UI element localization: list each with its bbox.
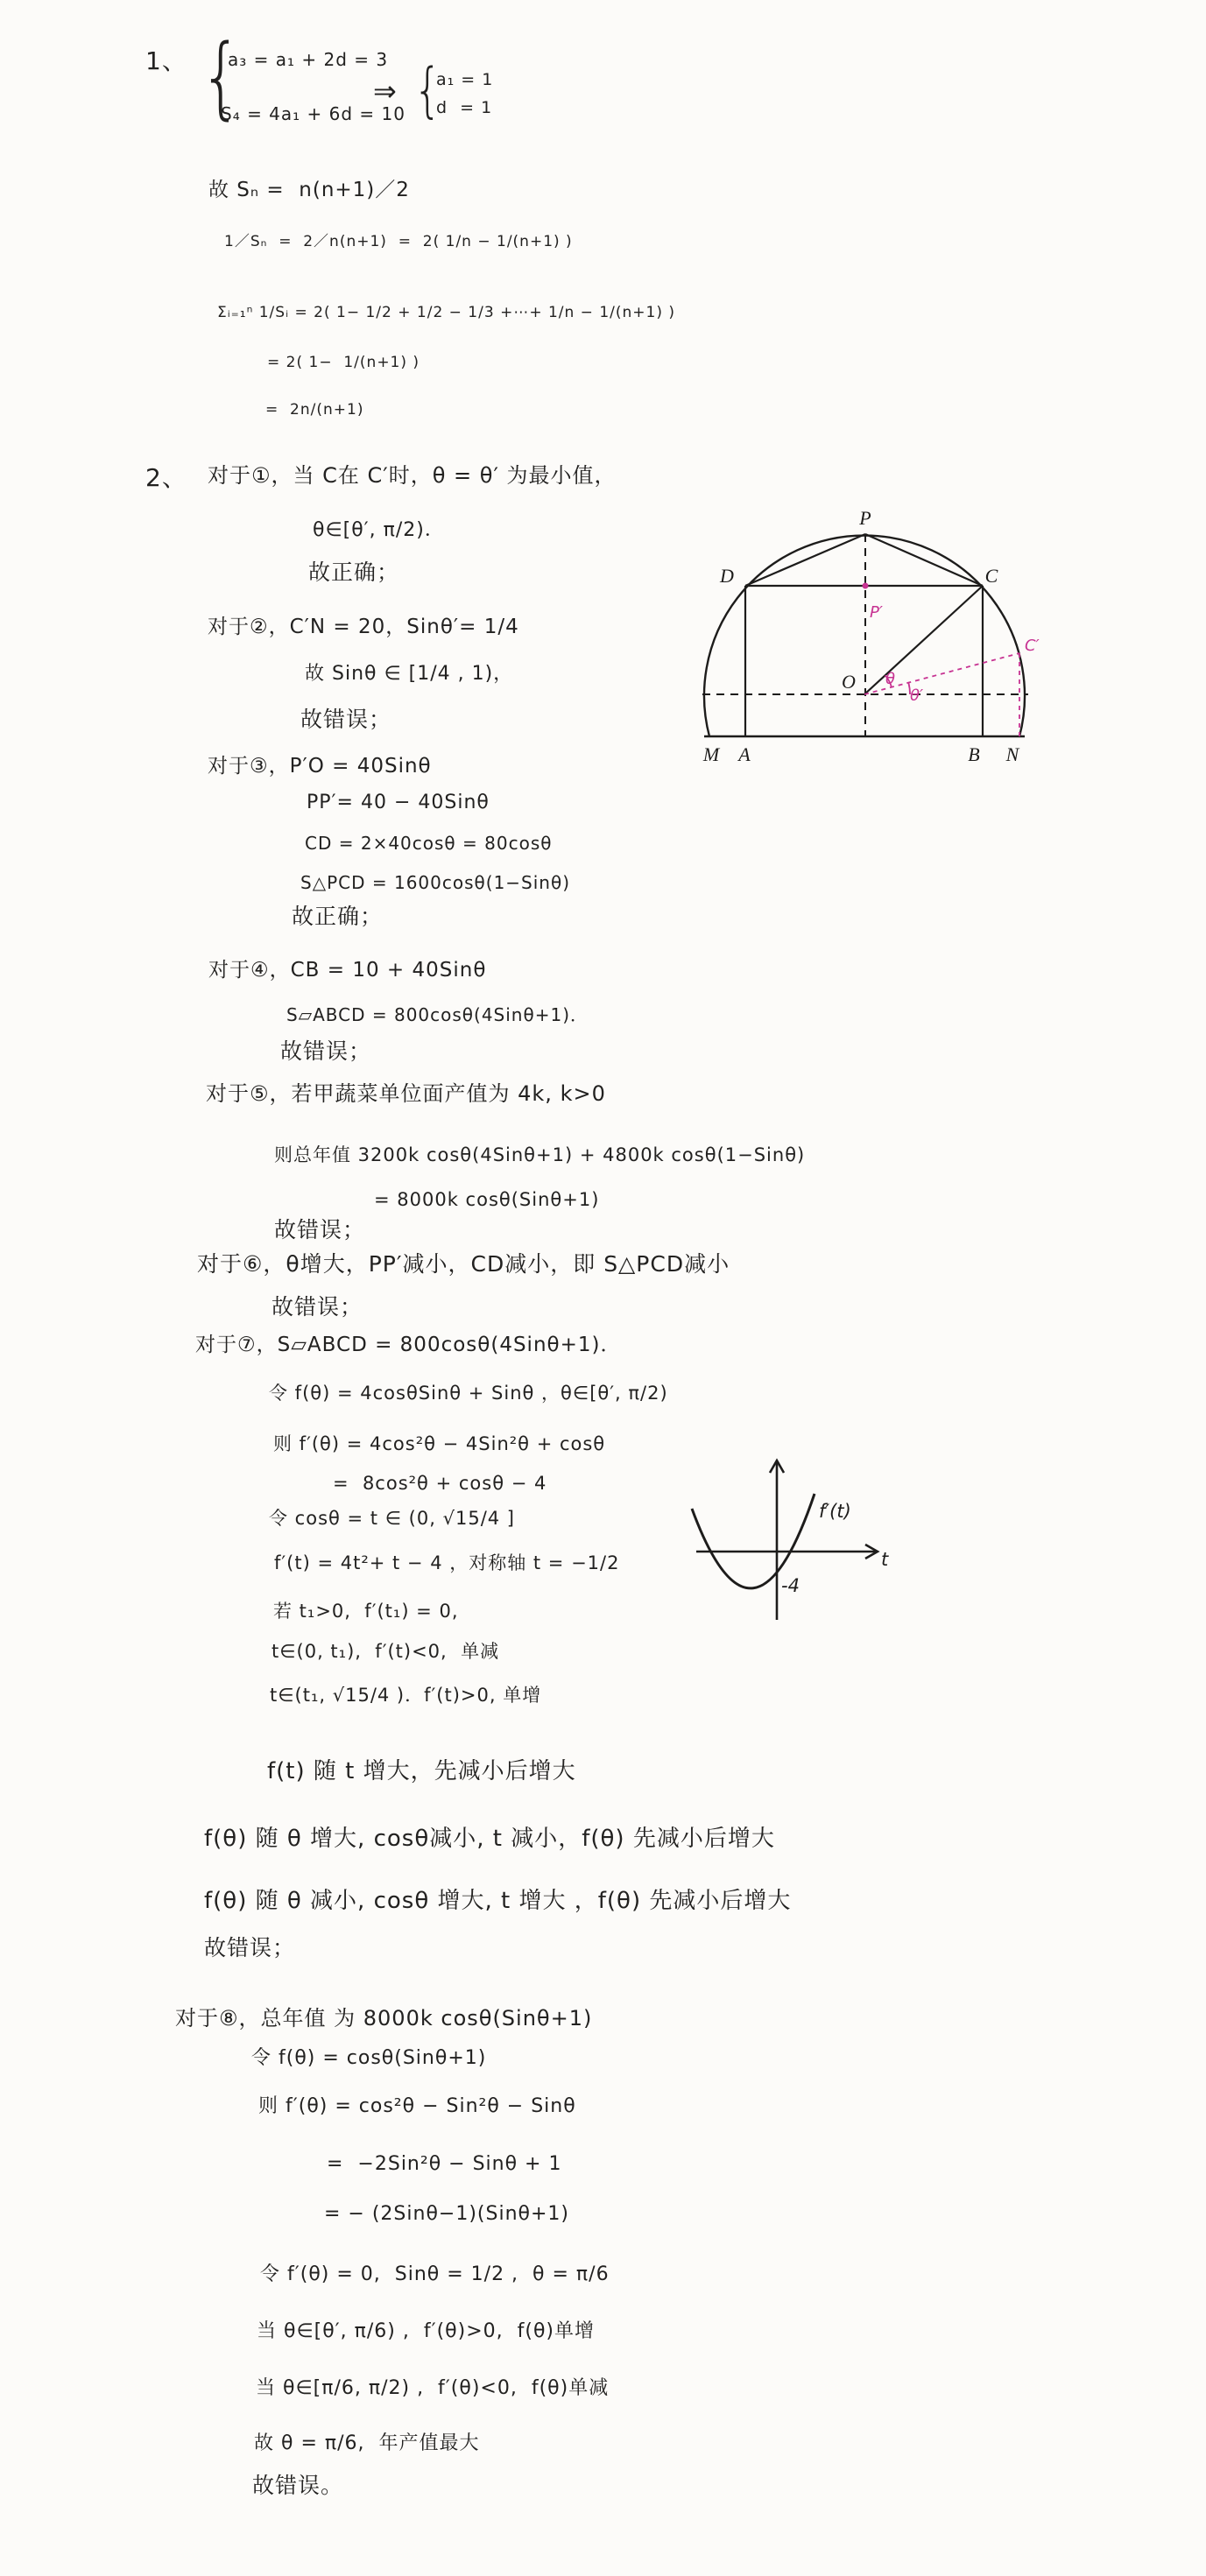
item5-line1: 对于⑤，若甲蔬菜单位面产值为 4k, k>0 [206,1081,606,1106]
item7-line8: t∈(0, t₁), f′(t)<0, 单减 [272,1641,500,1662]
parabola-diagram [659,1425,930,1636]
t-axis-label: t [881,1549,889,1570]
theta-prime-label: θ′ [910,686,924,705]
item3-line4: S△PCD = 1600cosθ(1−Sinθ) [300,872,571,893]
item8-line8: 当 θ∈[π/6, π/2) , f′(θ)<0, f(θ)单减 [256,2377,610,2399]
item8-line7: 当 θ∈[θ′, π/6) , f′(θ)>0, f(θ)单增 [257,2320,595,2342]
parabola-curve [692,1494,815,1588]
roof-edge-dp [745,534,865,586]
item8-line3: 则 f′(θ) = cos²θ − Sin²θ − Sinθ [258,2095,576,2117]
y-intercept-label: -4 [781,1575,800,1596]
item4-line1: 对于④，CB = 10 + 40Sinθ [208,959,487,982]
item7-line2: 令 f(θ) = 4cosθSinθ + Sinθ ，θ∈[θ′, π/2) [269,1383,668,1404]
item7-line4: = 8cos²θ + cosθ − 4 [333,1473,547,1494]
sn-formula: 故 Sₙ = n(n+1)／2 [208,179,410,201]
item1-line2: θ∈[θ′, π/2)． [313,519,445,541]
item3-line5: 故正确； [292,904,384,929]
item2-line2: 故 Sinθ ∈ [1/4 , 1)， [305,663,514,685]
point-label-b: B [968,743,980,765]
item3-line2: PP′= 40 − 40Sinθ [307,792,490,813]
c-prime-label: C′ [1025,637,1040,655]
reciprocal-line: 1／Sₙ = 2／n(n+1) = 2( 1/n − 1/(n+1) ) [224,233,573,250]
item7-line12: f(θ) 随 θ 减小, cosθ 增大, t 增大 ，f(θ) 先减小后增大 [204,1888,792,1914]
item8-line4: = −2Sin²θ − Sinθ + 1 [327,2153,562,2175]
point-label-m: M [702,743,720,765]
item7-line7: 若 t₁>0, f′(t₁) = 0, [273,1601,459,1622]
sum-step-2: = 2( 1− 1/(n+1) ) [267,354,420,371]
p-prime-point [863,583,869,589]
roof-edge-pc [865,534,983,586]
item6-line2: 故错误； [272,1294,363,1320]
item5-line4: 故错误； [274,1217,366,1242]
item2-line3: 故错误； [300,707,392,732]
item8-line10: 故错误。 [252,2473,344,2498]
item7-line3: 则 f′(θ) = 4cos²θ − 4Sin²θ + cosθ [273,1433,606,1454]
point-label-a: A [738,743,751,765]
item5-line3: = 8000k cosθ(Sinθ+1) [374,1189,600,1210]
point-label-p: P [859,507,871,529]
item8-line6: 令 f′(θ) = 0, Sinθ = 1/2 , θ = π/6 [260,2263,610,2285]
item5-line2: 则总年值 3200k cosθ(4Sinθ+1) + 4800k cosθ(1−Sinθ) [274,1144,806,1165]
item4-line2: S▱ABCD = 800cosθ(4Sinθ+1)． [286,1004,589,1025]
system-brace-icon: { [200,25,243,130]
point-label-c: C [984,565,998,587]
point-label-n: N [1005,743,1019,765]
problem-1-number: 1、 [145,46,187,75]
item4-line3: 故错误； [280,1038,372,1064]
p-prime-label: P′ [870,603,883,622]
telescoping-sum-line: Σᵢ₌₁ⁿ 1/Sᵢ = 2( 1− 1/2 + 1/2 − 1/3 +⋯+ 1/n − 1/(n+1) ) [217,304,676,321]
item8-line9: 故 θ = π/6, 年产值最大 [254,2432,480,2454]
arch-geometry-diagram [683,484,1044,775]
theta-label: θ [885,670,896,688]
sum-result: = 2n/(n+1) [265,401,364,419]
result-a1: a₁ = 1 [436,70,494,89]
system-eq-1: a₃ = a₁ + 2d = 3 [228,49,389,70]
point-label-o: O [842,671,856,693]
item7-line1: 对于⑦，S▱ABCD = 800cosθ(4Sinθ+1)． [195,1334,622,1356]
item7-line6: f′(t) = 4t²+ t − 4 ，对称轴 t = −1/2 [274,1552,620,1573]
implies-arrow-icon: ⇒ [373,74,398,108]
item8-line2: 令 f(θ) = cosθ(Sinθ+1) [251,2047,487,2069]
item7-line13: 故错误； [204,1935,296,1960]
item1-line3: 故正确； [308,560,400,585]
item7-line11: f(θ) 随 θ 增大, cosθ减小, t 减小，f(θ) 先减小后增大 [204,1826,775,1852]
result-d: d = 1 [436,98,493,117]
point-label-d: D [720,565,734,587]
item7-line5: 令 cosθ = t ∈ (0, √15/4 ] [269,1508,515,1529]
item8-line5: = − (2Sinθ−1)(Sinθ+1) [324,2203,570,2225]
parabola-svg [659,1425,930,1636]
result-brace-icon: { [413,56,443,125]
item7-line10: f(t) 随 t 增大，先减小后增大 [267,1758,576,1784]
system-eq-2: S₄ = 4a₁ + 6d = 10 [221,103,406,124]
problem-2-number: 2、 [145,463,187,492]
item6-line1: 对于⑥，θ增大，PP′减小，CD减小，即 S△PCD减小 [197,1251,730,1277]
item3-line1: 对于③，P′O = 40Sinθ [208,755,432,778]
curve-label-f-prime-t: f′(t) [819,1501,851,1522]
item3-line3: CD = 2×40cosθ = 80cosθ [305,833,553,854]
arch-geometry-svg [683,484,1044,775]
item8-line1: 对于⑧，总年值 为 8000k cosθ(Sinθ+1) [175,2006,593,2031]
item1-line1: 对于①，当 C在 C′时，θ = θ′ 为最小值， [208,463,617,488]
item2-line1: 对于②，C′N = 20，Sinθ′= 1/4 [208,616,519,638]
item7-line9: t∈(t₁, √15/4 )．f′(t)>0, 单增 [270,1685,542,1706]
